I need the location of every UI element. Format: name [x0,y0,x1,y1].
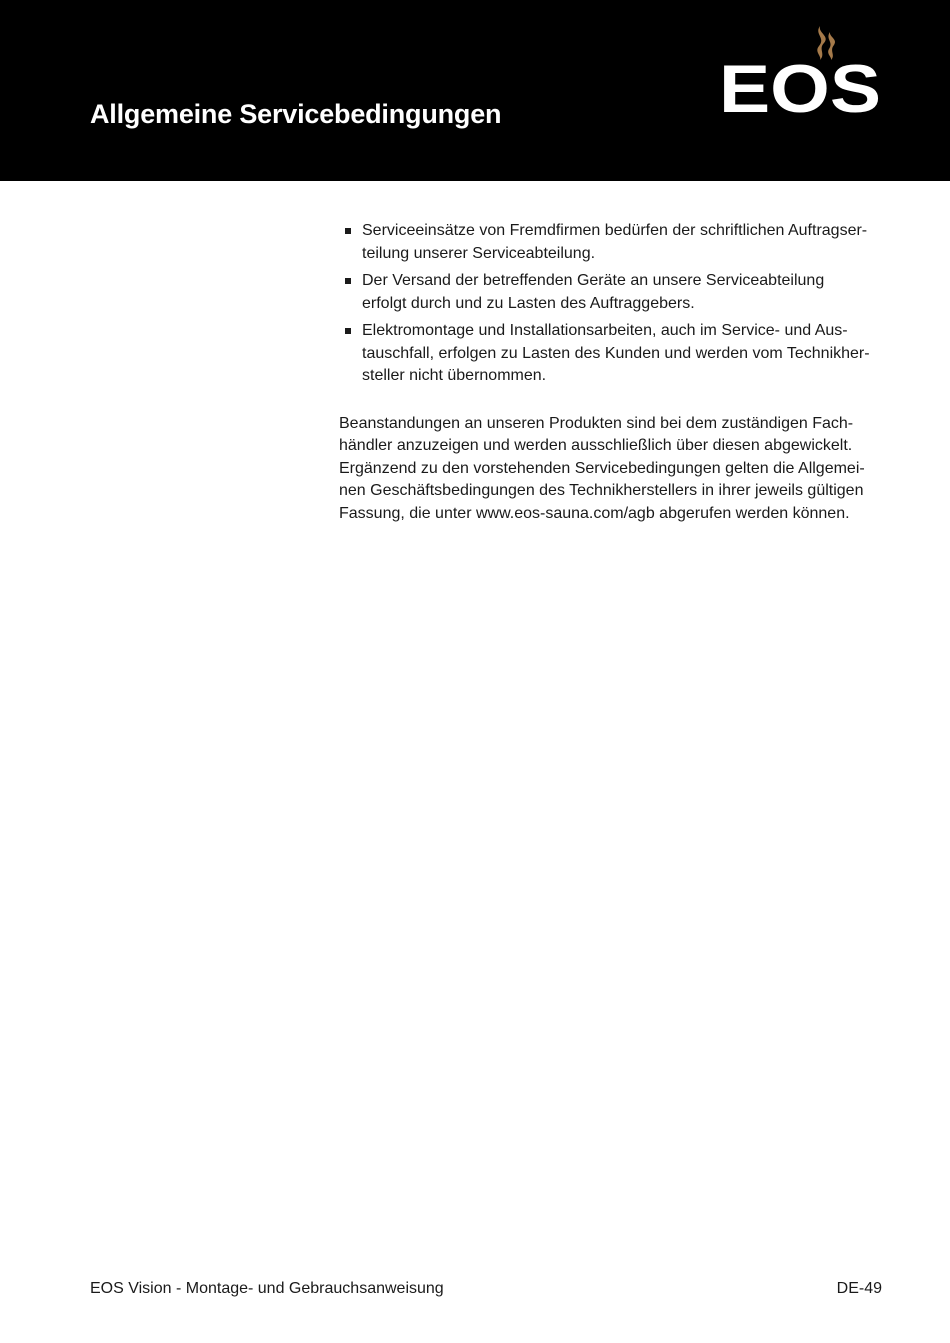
footer-page-number: DE-49 [836,1280,882,1297]
paragraph-text-line: Beanstandungen an unseren Produkten sind bei dem zuständigen Fach- [339,414,854,432]
list-item-text-line: teilung unserer Serviceabteilung. [362,244,596,262]
page-title: Allgemeine Servicebedingungen [90,99,502,129]
bullet-square-icon [345,278,351,284]
paragraph-text-line: nen Geschäftsbedingungen des Technikherstellers in ihrer jeweils gültigen [339,482,864,499]
service-conditions-list [339,220,889,388]
page-header [0,0,950,181]
list-item-text-line: Elektromontage und Installationsarbeiten, auch im Service- und Aus- [362,322,848,339]
paragraph-text-line: händler anzuzeigen und werden ausschließlich über diesen abgewickelt. [339,437,853,454]
list-item-text-line: tauschfall, erfolgen zu Lasten des Kunden und werden vom Technikher- [362,344,870,362]
list-item [339,270,889,315]
list-item [339,220,889,265]
complaints-paragraph [339,413,889,526]
paragraph-text-line: Fassung, die unter www.eos-sauna.com/agb abgerufen werden können. [339,504,850,522]
list-item-text-line: steller nicht übernommen. [362,367,547,384]
main-content [339,220,889,525]
list-item-text-line: Serviceeinsätze von Fremdfirmen bedürfen der schriftlichen Auftragser- [362,222,868,239]
list-item-text-line: erfolgt durch und zu Lasten des Auftraggebers. [362,294,695,312]
eos-logo [716,22,884,116]
list-item-text-line: Der Versand der betreffenden Geräte an unsere Serviceabteilung [362,272,825,289]
paragraph-text-line: Ergänzend zu den vorstehenden Servicebedingungen gelten die Allgemei- [339,459,865,477]
bullet-square-icon [345,228,351,234]
logo-wordmark: EOS [719,51,881,116]
list-item [339,320,889,388]
footer-document-title: EOS Vision - Montage- und Gebrauchsanweisung [90,1280,444,1297]
bullet-square-icon [345,328,351,334]
